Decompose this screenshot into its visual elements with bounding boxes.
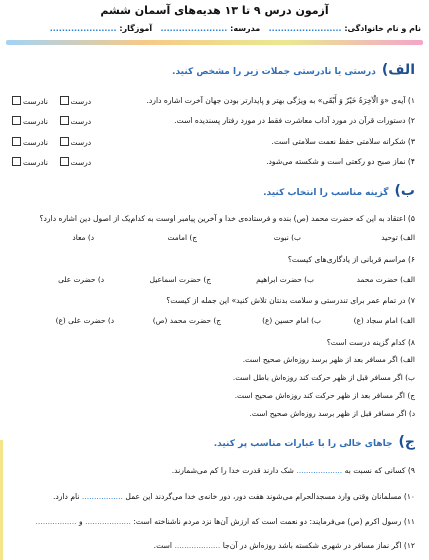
- teacher-blank[interactable]: ......................: [49, 24, 117, 33]
- q6-option-d[interactable]: د) حضرت علی: [58, 275, 104, 284]
- fill-blank-9-text: ۹) کسانی که نسبت به: [344, 466, 415, 475]
- fill-blank-11-text: ۱۱) رسول اکرم (ص) می‌فرمایند: دو نعمت است که ارزش آن‌ها نزد مردم ناشناخته است:: [133, 517, 415, 526]
- name-blank[interactable]: ........................: [268, 24, 342, 33]
- fill-blank-12-text: ۱۲) اگر نماز مسافر در شهری شکسته باشد روزه‌اش در آن‌جا: [222, 541, 415, 550]
- fill-blank-10: [53, 492, 415, 502]
- false-checkbox[interactable]: [12, 137, 21, 146]
- section-b-title: گزینه مناسب را انتخاب کنید.: [263, 188, 389, 198]
- school-blank[interactable]: ......................: [160, 24, 228, 33]
- false-label: نادرست: [23, 97, 48, 106]
- name-label: نام و نام خانوادگی:: [344, 24, 421, 33]
- false-checkbox[interactable]: [12, 116, 21, 125]
- q6-option-a[interactable]: الف) حضرت محمد: [356, 275, 415, 284]
- decorative-divider: [6, 40, 423, 45]
- section-a-title: درستی یا نادرستی جملات زیر را مشخص کنید.: [172, 67, 376, 77]
- q8-option-c[interactable]: ج) اگر مسافر بعد از ظهر حرکت کند روزه‌اش صحیح است.: [234, 391, 415, 400]
- true-false-item-2: ۲) دستورات قرآن در مورد آداب معاشرت فقط در مورد رفتار پسندیده است.: [174, 116, 415, 125]
- q7-option-c[interactable]: ج) حضرت محمد (ص): [152, 316, 221, 325]
- section-c-letter: ج): [398, 434, 415, 450]
- true-checkbox[interactable]: [60, 137, 69, 146]
- false-checkbox[interactable]: [12, 96, 21, 105]
- q7-option-a[interactable]: الف) امام سجاد (ع): [353, 316, 415, 325]
- fill-blank-10-text-end: نام دارد.: [52, 492, 80, 501]
- section-b-letter: ب): [394, 183, 415, 199]
- section-c-heading: [214, 434, 415, 450]
- q5-option-d[interactable]: د) معاد: [72, 233, 94, 242]
- false-label: نادرست: [23, 158, 48, 167]
- fill-blank-10-text: ۱۰) مسلمانان وقتی وارد مسجدالحرام می‌شوند هفت دور، دور خانه‌ی خدا می‌گردند این عمل: [125, 492, 415, 501]
- fill-blank-12-text-end: است.: [153, 541, 173, 550]
- section-a-letter: الف): [381, 62, 415, 78]
- q5-option-a[interactable]: الف) توحید: [381, 233, 415, 242]
- q6-option-c[interactable]: ج) حضرت اسماعیل: [149, 275, 211, 284]
- true-false-item-3: ۳) شکرانه سلامتی حفظ نعمت سلامتی است.: [271, 137, 415, 146]
- question-5: ۵) اعتقاد به این که حضرت محمد (ص) بنده و فرستاده‌ی خدا و آخرین پیامبر اوست به کدام‌یک از اصول دین اشاره دارد؟: [39, 214, 415, 223]
- q7-option-d[interactable]: د) حضرت علی (ع): [55, 316, 114, 325]
- question-8: ۸) کدام گزینه درست است؟: [326, 338, 415, 347]
- fill-blank-12-answer[interactable]: ...................: [174, 541, 221, 550]
- fill-blank-11-answer-1[interactable]: ...................: [85, 517, 131, 526]
- true-false-choices-1: [10, 96, 91, 106]
- fill-blank-11: [36, 517, 416, 527]
- section-c-title: جاهای خالی را با عبارات مناسب پر کنید.: [213, 439, 393, 449]
- fill-blank-12: [154, 541, 415, 551]
- school-label: مدرسه:: [230, 24, 261, 33]
- fill-blank-11-and: و: [78, 517, 83, 526]
- fill-blank-11-answer-2[interactable]: .................: [35, 517, 77, 526]
- false-label: نادرست: [23, 117, 48, 126]
- teacher-label: آموزگار:: [119, 24, 153, 33]
- true-checkbox[interactable]: [60, 96, 69, 105]
- true-checkbox[interactable]: [60, 116, 69, 125]
- q8-option-a[interactable]: الف) اگر مسافر بعد از ظهر برسد روزه‌اش صحیح است.: [242, 355, 415, 364]
- question-7: ۷) در تمام عمر برای تندرستی و سلامت بدنتان تلاش کنید» این جمله از کیست؟: [166, 296, 415, 305]
- true-false-choices-4: [10, 157, 91, 167]
- q6-option-b[interactable]: ب) حضرت ابراهیم: [256, 275, 314, 284]
- false-checkbox[interactable]: [12, 157, 21, 166]
- true-false-choices-3: [10, 137, 91, 147]
- fill-blank-9-text-end: شک دارند قدرت خدا را کم می‌شمارند.: [171, 466, 294, 475]
- q7-option-b[interactable]: ب) امام حسین (ع): [262, 316, 321, 325]
- q8-option-d[interactable]: د) اگر مسافر قبل از ظهر برسد روزه‌اش صحیح است.: [249, 409, 415, 418]
- fill-blank-9: [172, 466, 415, 476]
- exam-title: آزمون درس ۹ تا ۱۳ هدیه‌های آسمان ششم: [100, 4, 329, 17]
- true-checkbox[interactable]: [60, 157, 69, 166]
- fill-blank-9-answer[interactable]: ...................: [296, 466, 343, 475]
- true-label: درست: [70, 158, 92, 167]
- q8-option-b[interactable]: ب) اگر مسافر قبل از ظهر حرکت کند روزه‌اش باطل است.: [232, 373, 415, 382]
- q5-option-b[interactable]: ب) نبوت: [273, 233, 301, 242]
- question-6: ۶) مراسم قربانی از یادگاری‌های کیست؟: [287, 255, 415, 264]
- true-label: درست: [70, 117, 92, 126]
- section-b-heading: [263, 183, 415, 199]
- true-false-item-1: ۱) آیه‌ی «وَ الْآخِرَةُ خَیْرٌ وَ أَبْقَی» به ویژگی بهتر و پایدارتر بودن جهان آخرت اشاره دارد.: [146, 96, 415, 105]
- decorative-stripe: [0, 440, 3, 560]
- true-false-item-4: ۴) نماز صبح دو رکعتی است و شکسته می‌شود.: [266, 157, 415, 166]
- section-a-heading: [172, 62, 415, 78]
- fill-blank-10-answer[interactable]: .................: [81, 492, 123, 501]
- true-false-choices-2: [10, 116, 91, 126]
- student-info-row: [50, 24, 421, 33]
- q5-option-c[interactable]: ج) امامت: [167, 233, 197, 242]
- true-label: درست: [70, 97, 92, 106]
- true-label: درست: [70, 138, 92, 147]
- false-label: نادرست: [23, 138, 48, 147]
